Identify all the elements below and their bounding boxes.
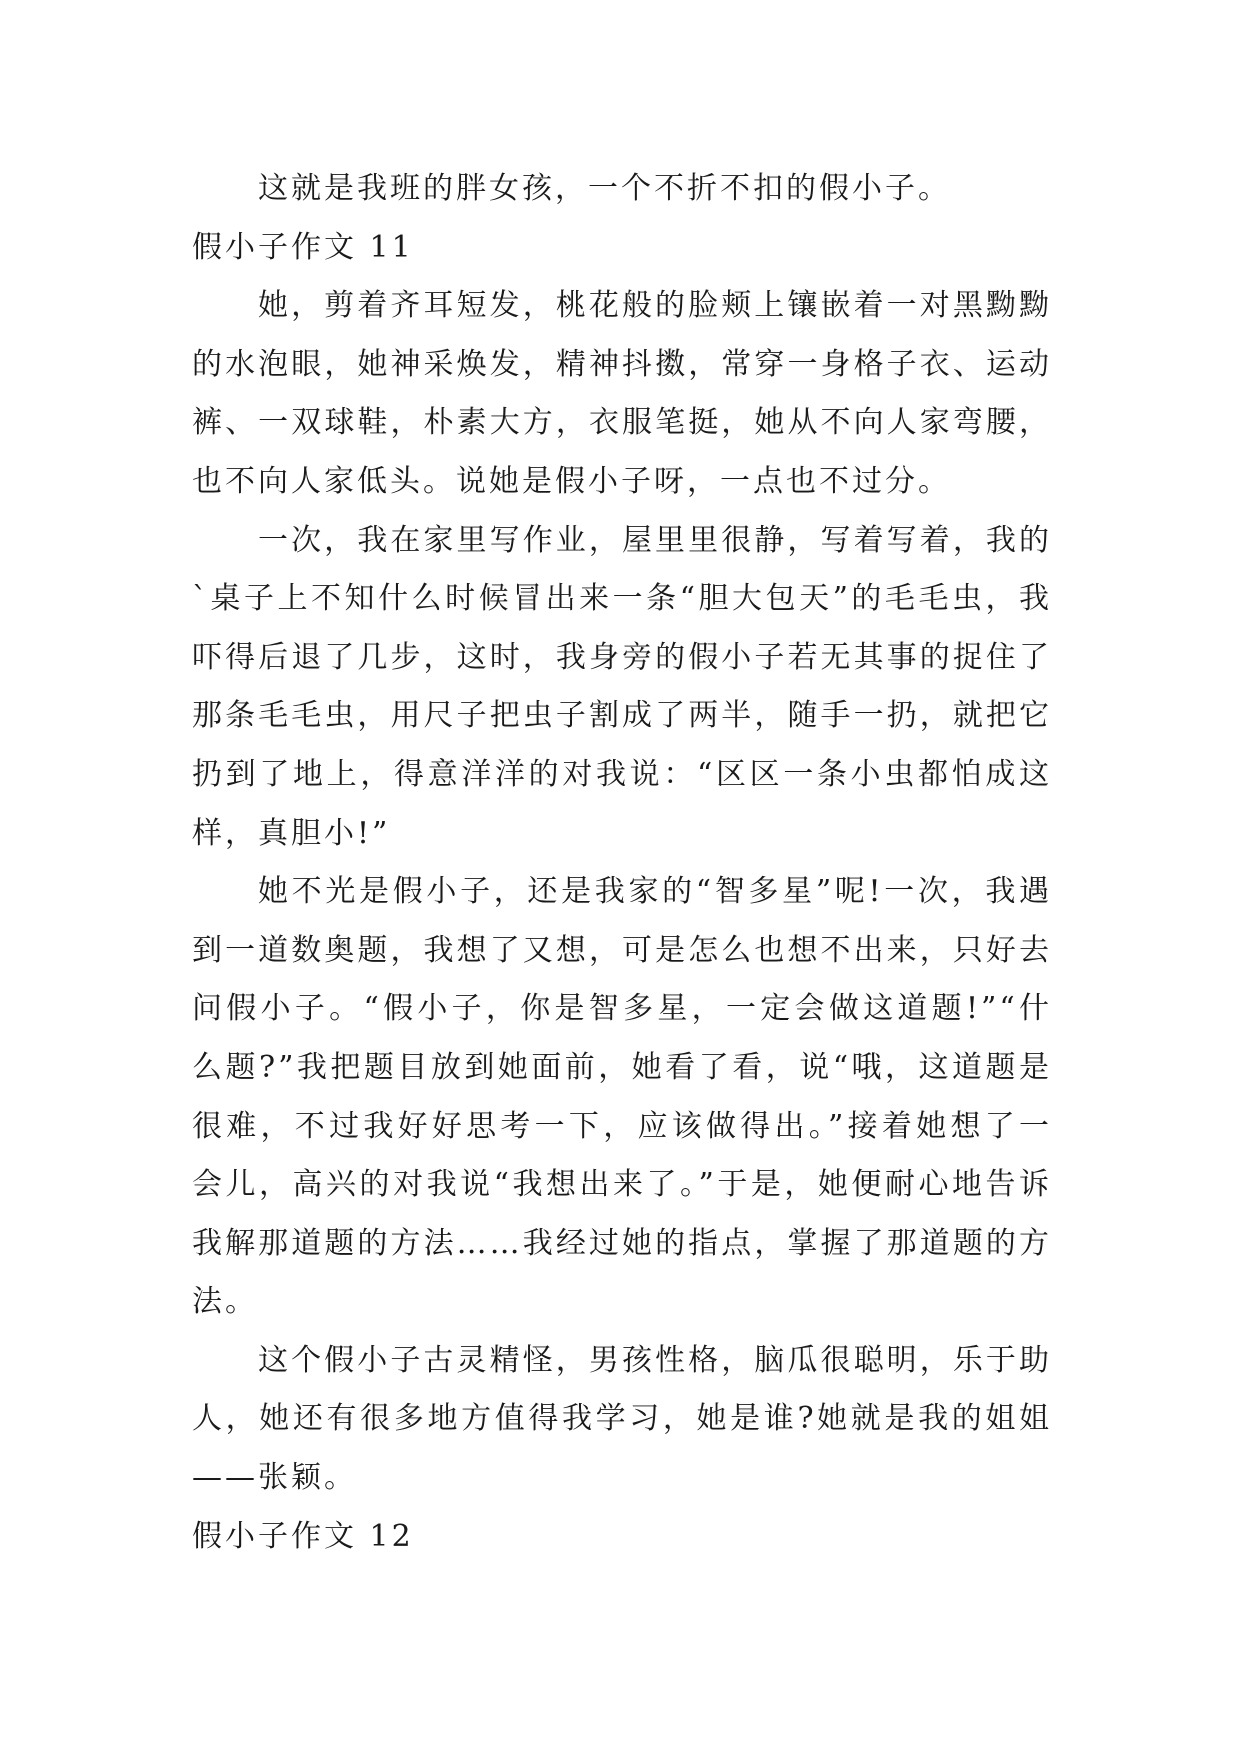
document-body [192,160,1052,1566]
paragraph-ending: 这个假小子古灵精怪，男孩性格，脑瓜很聪明，乐于助人，她还有很多地方值得我学习，她是谁?她就是我的姐姐——张颖。 [192,1342,1052,1496]
paragraph-conclusion: 这就是我班的胖女孩，一个不折不扣的假小子。 [258,171,951,206]
essay-heading-12: 假小子作文 12 [192,1518,414,1554]
paragraph-math-problem-story: 她不光是假小子，还是我家的“智多星”呢!一次，我遇到一道数奥题，我想了又想，可是怎么也想不出来，只好去问假小子。“假小子，你是智多星，一定会做这道题!”“什么题?”我把题目放到她面前，她看了看，说“哦，这道题是很难，不过我好好思考一下，应该做得出。”接着她想了一会儿，高兴的对我说“我想出来了。”于是，她便耐心地告诉我解那道题的方法……我经过她的指点，掌握了那道题的方法。 [192,874,1052,1320]
essay-heading-11: 假小子作文 11 [192,229,414,265]
paragraph-description: 她，剪着齐耳短发，桃花般的脸颊上镶嵌着一对黑黝黝的水泡眼，她神采焕发，精神抖擞，常穿一身格子衣、运动裤、一双球鞋，朴素大方，衣服笔挺，她从不向人家弯腰，也不向人家低头。说她是假小子呀，一点也不过分。 [192,288,1052,499]
paragraph-caterpillar-story: 一次，我在家里写作业，屋里里很静，写着写着，我的`桌子上不知什么时候冒出来一条“胆大包天”的毛毛虫，我吓得后退了几步，这时，我身旁的假小子若无其事的捉住了那条毛毛虫，用尺子把虫子割成了两半，随手一扔，就把它扔到了地上，得意洋洋的对我说：“区区一条小虫都怕成这样，真胆小!” [192,522,1052,851]
